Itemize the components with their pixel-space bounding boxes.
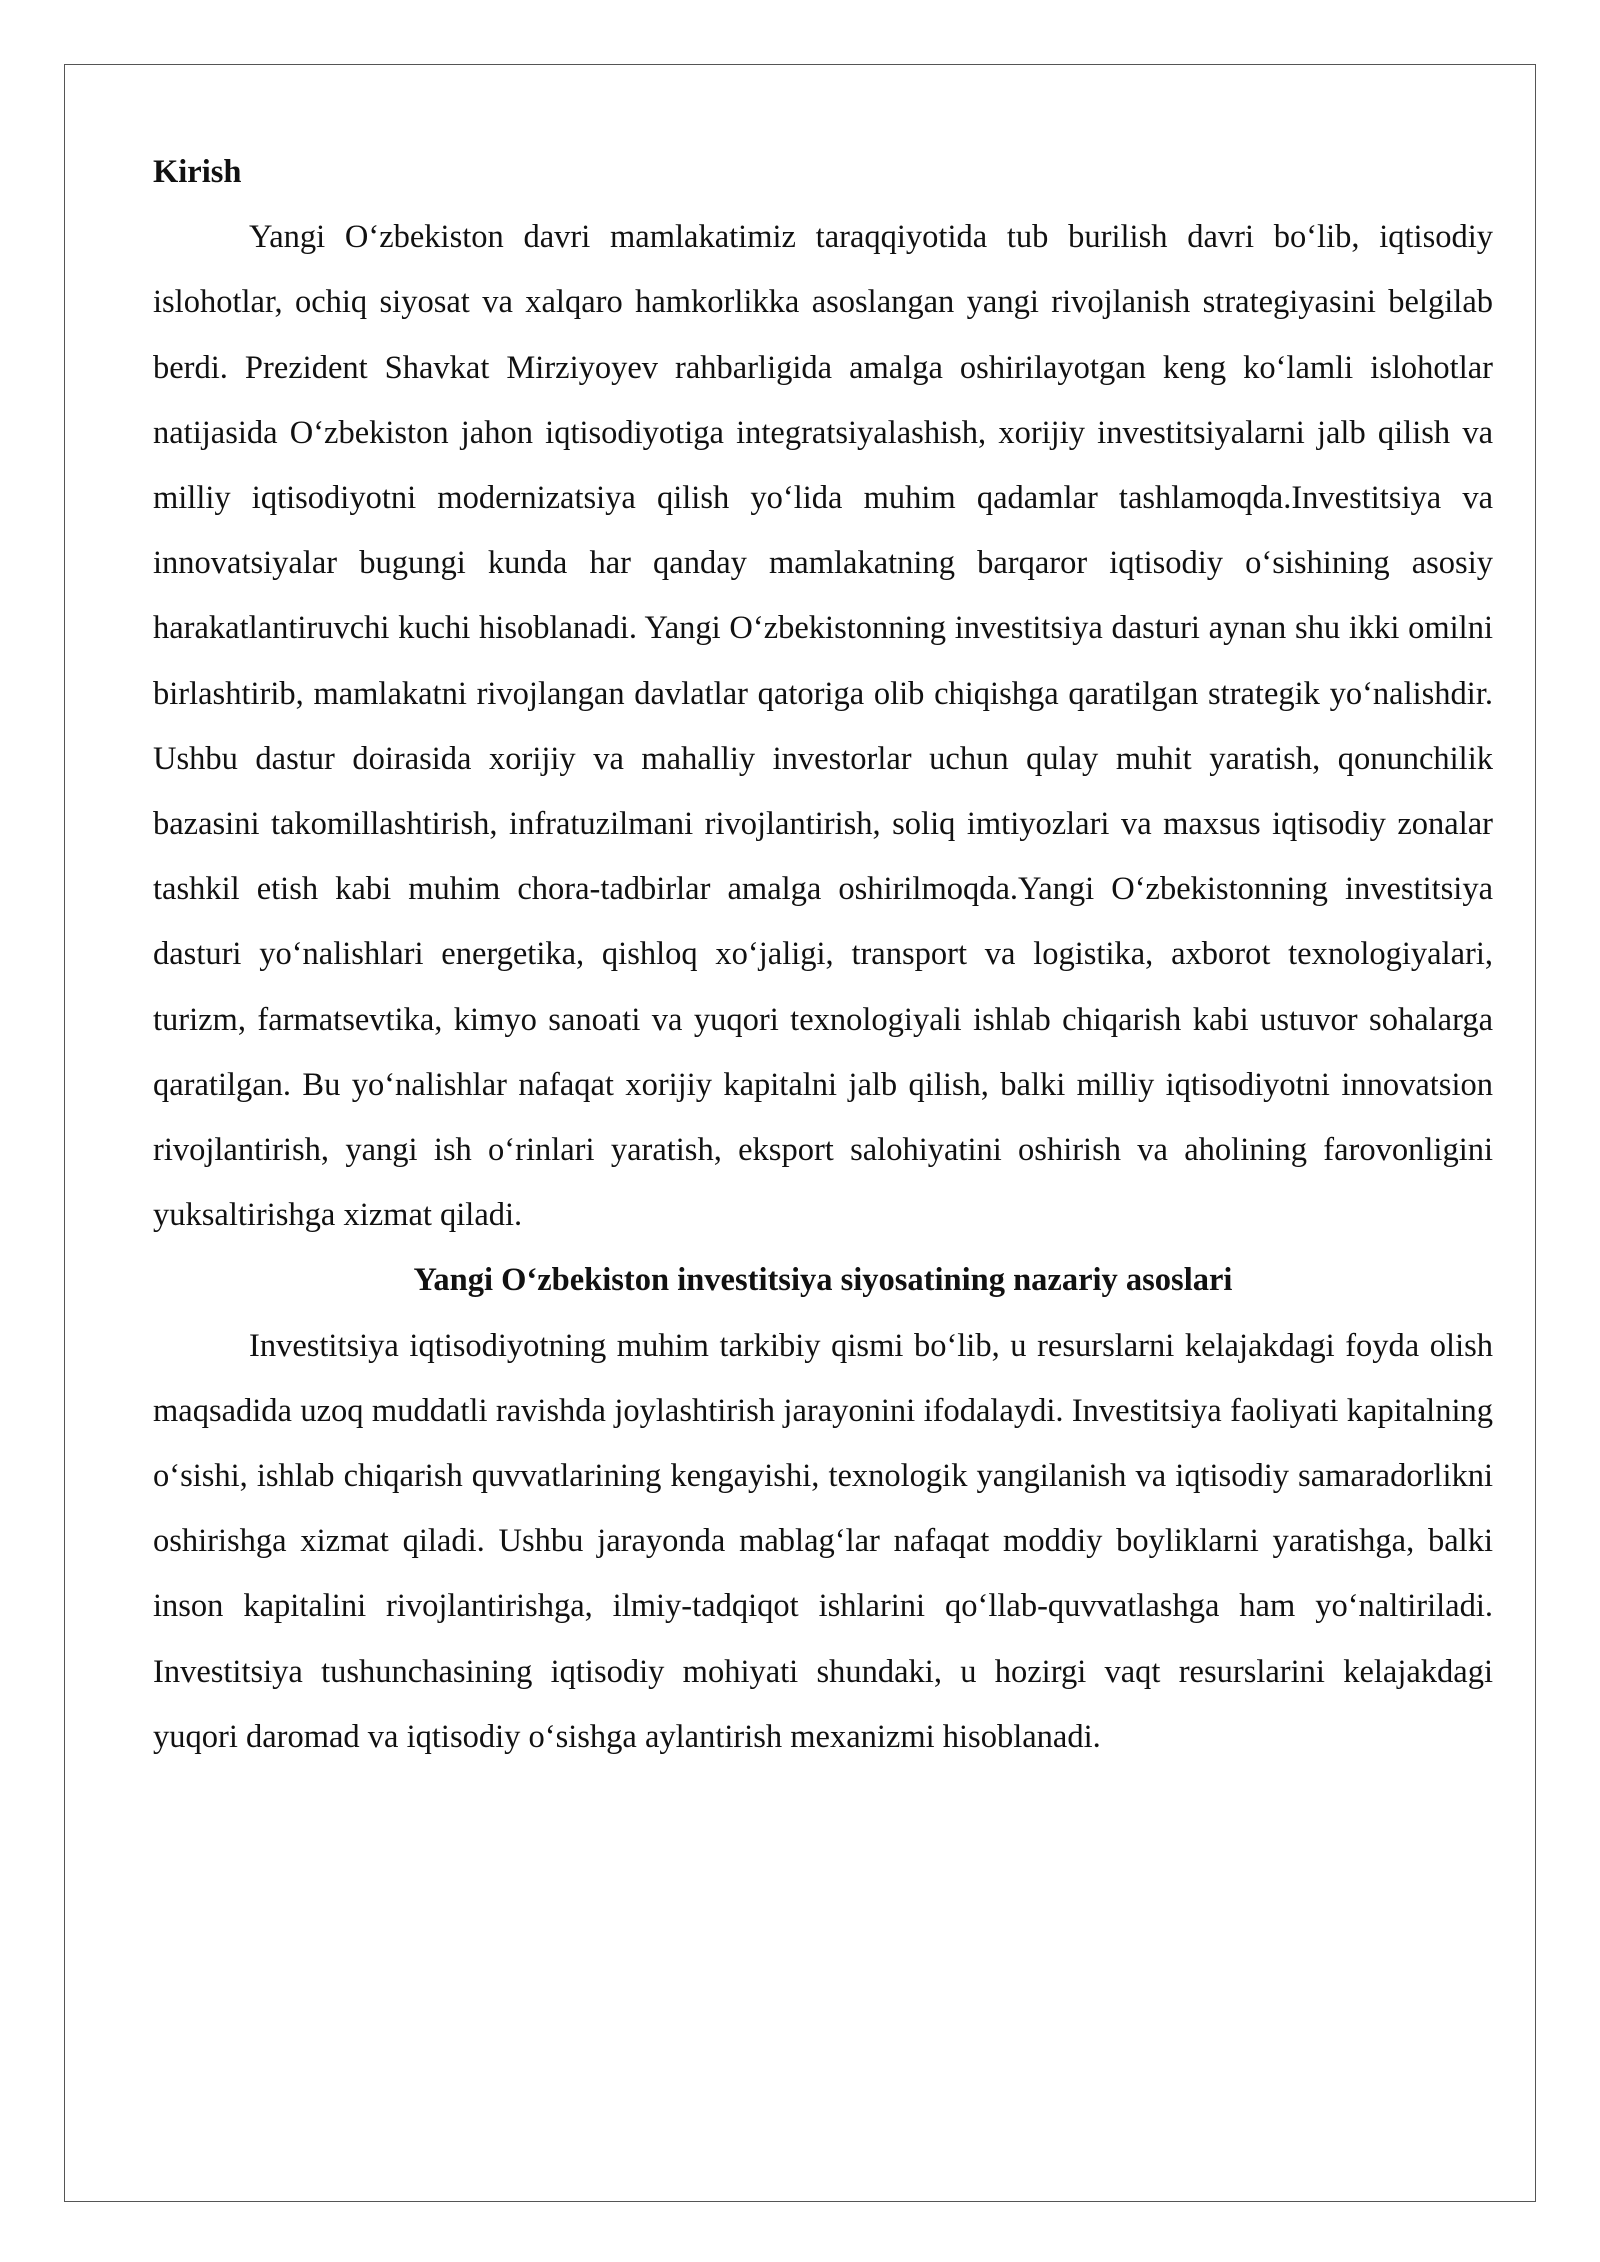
section-paragraph-kirish: Yangi O‘zbekiston davri mamlakatimiz taraqqiyotida tub burilish davri bo‘lib, iqtisodiy islohotlar, ochiq siyosat va xalqaro hamkorlikka asoslangan yangi rivojlanish strategiyasini belgilab berdi. Prezident Shavkat Mirziyoyev rahbarligida amalga oshirilayotgan keng ko‘lamli islohotlar natijasida O‘zbekiston jahon iqtisodiyotiga integratsiyalashish, xorijiy investitsiyalarni jalb qilish va milliy iqtisodiyotni modernizatsiya qilish yo‘lida muhim qadamlar tashlamoqda.Investitsiya va innovatsiyalar bugungi kunda har qanday mamlakatning barqaror iqtisodiy o‘sishining asosiy harakatlantiruvchi kuchi hisoblanadi. Yangi O‘zbekistonning investitsiya dasturi aynan shu ikki omilni birlashtirib, mamlakatni rivojlangan davlatlar qatoriga olib chiqishga qaratilgan strategik yo‘nalishdir. Ushbu dastur doirasida xorijiy va mahalliy investorlar uchun qulay muhit yaratish, qonunchilik bazasini takomillashtirish, infratuzilmani rivojlantirish, soliq imtiyozlari va maxsus iqtisodiy zonalar tashkil etish kabi muhim chora-tadbirlar amalga oshirilmoqda.Yangi O‘zbekistonning investitsiya dasturi yo‘nalishlari energetika, qishloq xo‘jaligi, transport va logistika, axborot texnologiyalari, turizm, farmatsevtika, kimyo sanoati va yuqori texnologiyali ishlab chiqarish kabi ustuvor sohalarga qaratilgan. Bu yo‘nalishlar nafaqat xorijiy kapitalni jalb qilish, balki milliy iqtisodiyotni innovatsion rivojlantirish, yangi ish o‘rinlari yaratish, eksport salohiyatini oshirish va aholining farovonligini yuksaltirishga xizmat qiladi. — [153, 219, 1493, 1234]
section-paragraph-nazariy-asoslar: Investitsiya iqtisodiyotning muhim tarkibiy qismi bo‘lib, u resurslarni kelajakdagi foyda olish maqsadida uzoq muddatli ravishda joylashtirish jarayonini ifodalaydi. Investitsiya faoliyati kapitalning o‘sishi, ishlab chiqarish quvvatlarining kengayishi, texnologik yangilanish va iqtisodiy samaradorlikni oshirishga xizmat qiladi. Ushbu jarayonda mablag‘lar nafaqat moddiy boyliklarni yaratishga, balki inson kapitalini rivojlantirishga, ilmiy-tadqiqot ishlarini qo‘llab-quvvatlashga ham yo‘naltiriladi. Investitsiya tushunchasining iqtisodiy mohiyati shundaki, u hozirgi vaqt resurslarini kelajakdagi yuqori daromad va iqtisodiy o‘sishga aylantirish mexanizmi hisoblanadi. — [153, 1327, 1493, 1755]
section-heading-nazariy-asoslar: Yangi O‘zbekiston investitsiya siyosatining nazariy asoslari — [413, 1262, 1233, 1299]
section-heading-kirish: Kirish — [153, 154, 242, 190]
document-body — [153, 140, 1493, 1770]
